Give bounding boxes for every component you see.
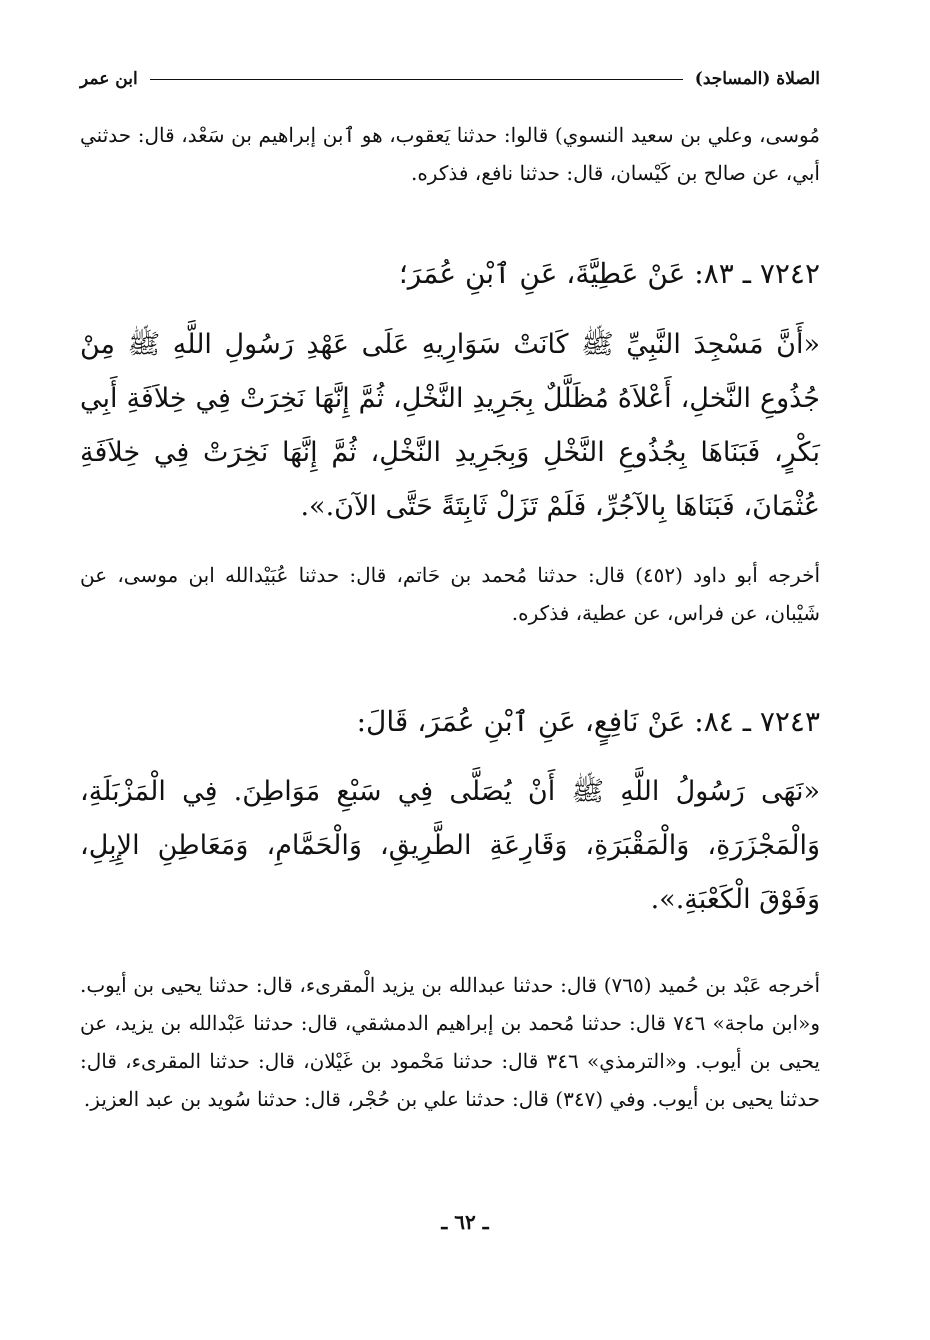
hadith-7242-text: «أَنَّ مَسْجِدَ النَّبِيِّ ﷺ كَانَتْ سَوَارِيهِ عَلَى عَهْدِ رَسُولِ اللَّهِ ﷺ مِنْ جُذُوعِ النَّخلِ، أَعْلاَهُ مُظَلَّلٌ بِجَرِيدِ النَّخْلِ، ثُمَّ إِنَّهَا نَخِرَتْ فِي خِلاَفَةِ أَبِي بَكْرٍ، فَبَنَاهَا بِجُذُوعِ النَّخْلِ وَبِجَرِيدِ النَّخْلِ، ثُمَّ إِنَّهَا نَخِرَتْ فِي خِلاَفَةِ عُثْمَانَ، فَبَنَاهَا بِالآجُرِّ، فَلَمْ تَزَلْ ثَابِتَةً حَتَّى الآنَ.». [80,329,820,522]
hadith-7243-text: «نَهَى رَسُولُ اللَّهِ ﷺ أَنْ يُصَلَّى فِي سَبْعِ مَوَاطِنَ. فِي الْمَزْبَلَةِ، وَالْمَجْزَرَةِ، وَالْمَقْبَرَةِ، وَقَارِعَةِ الطَّرِيقِ، وَالْحَمَّامِ، وَمَعَاطِنِ الإِبِلِ، وَفَوْقَ الْكَعْبَةِ.». [80,776,820,915]
header-rule [150,79,683,80]
hadith-7242-takhrij: أخرجه أبو داود (٤٥٢) قال: حدثنا مُحمد بن حَاتم، قال: حدثنا عُبَيْدالله ابن موسى، عن شَيْبان، عن فراس، عن عطية، فذكره. [80,563,820,625]
running-header [80,64,820,94]
page-number: ـ ٦٢ ـ [441,1210,489,1234]
hadith-7243-heading: ٧٢٤٣ ـ ٨٤: عَنْ نَافِعٍ، عَنِ ٱبْنِ عُمَرَ، قَالَ: [356,705,820,738]
hadith-7243-takhrij: أخرجه عَبْد بن حُميد (٧٦٥) قال: حدثنا عبدالله بن يزيد الْمقرىء، قال: حدثنا يحيى بن أيوب. و«ابن ماجة» ٧٤٦ قال: حدثنا مُحمد بن إبراهيم الدمشقي، قال: حدثنا عَبْدالله بن يزيد، عن يحيى بن أيوب. و«الترمذي» ٣٤٦ قال: حدثنا مَحْمود بن غَيْلان، قال: حدثنا المقرىء، قال: حدثنا يحيى بن أيوب. وفي (٣٤٧) قال: حدثنا علي بن حُجْر، قال: حدثنا سُويد بن عبد العزيز. [80,973,820,1111]
section-title: الصلاة (المساجد) [694,69,820,89]
hadith-7242-heading: ٧٢٤٢ ـ ٨٣: عَنْ عَطِيَّةَ، عَنِ ٱبْنِ عُمَرَ؛ [398,257,820,290]
continuation-paragraph: مُوسى، وعلي بن سعيد النسوي) قالوا: حدثنا يَعقوب، هو ٱبن إبراهيم بن سَعْد، قال: حدثني أبي، عن صالح بن كَيْسان، قال: حدثنا نافع، فذكره. [80,123,820,185]
narrator-title: ابن عمر [80,69,138,89]
